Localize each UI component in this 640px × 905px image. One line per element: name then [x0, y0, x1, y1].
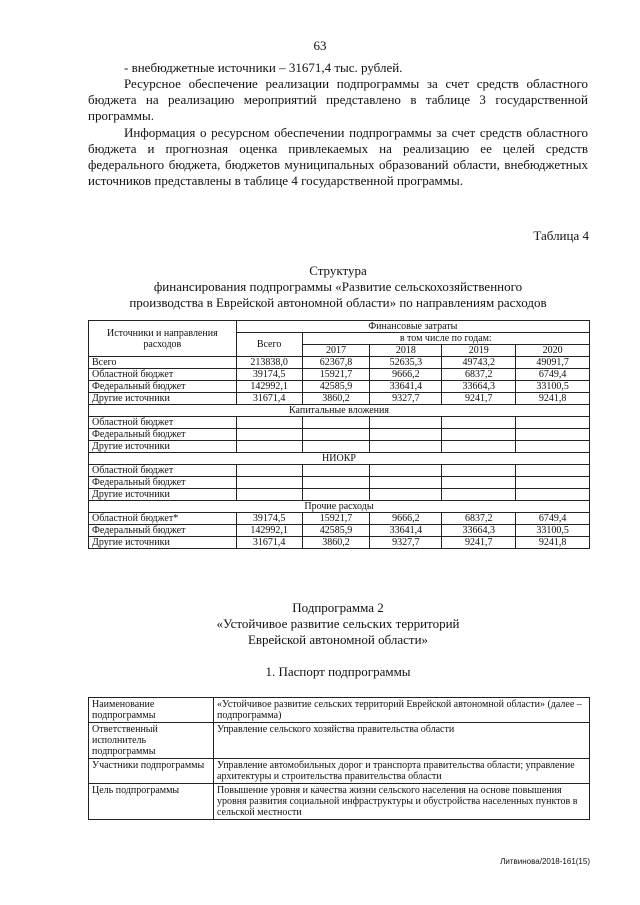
cell: 33641,4 — [370, 525, 442, 537]
table-row — [89, 357, 590, 369]
header-total: Всего — [236, 333, 302, 357]
row-label: Федеральный бюджет — [89, 381, 237, 393]
cell: 6837,2 — [442, 513, 516, 525]
cell: 9327,7 — [370, 393, 442, 405]
cell: 52635,3 — [370, 357, 442, 369]
year-header: 2018 — [370, 345, 442, 357]
paragraph-3: Информация о ресурсном обеспечении подпрограммы за счет средств областного бюджета и прогнозная оценка привлекаемых на реализацию ее целей средств федерального бюджета, бюджетов муниципальных образований области, внебюджетных источников представлены в таблице 4 государственной программы. — [88, 125, 588, 188]
cell: 9241,7 — [442, 393, 516, 405]
row-label: Другие источники — [89, 489, 237, 501]
subprogram-heading-line-1: Подпрограмма 2 — [292, 600, 384, 615]
table-row — [89, 525, 590, 537]
cell: 142992,1 — [236, 381, 302, 393]
cell: 42585,9 — [302, 525, 370, 537]
cell: 9241,8 — [516, 537, 590, 549]
header-costs: Финансовые затраты — [236, 321, 589, 333]
header-sources: Источники и направления расходов — [89, 321, 237, 357]
cell: 33641,4 — [370, 381, 442, 393]
cell: 33100,5 — [516, 381, 590, 393]
structure-heading — [88, 263, 588, 311]
passport-label: Цель подпрограммы — [89, 784, 214, 820]
passport-value: Повышение уровня и качества жизни сельского населения на основе повышения уровня развития социальной инфраструктуры и обустройства населенных пунктов в сельской местности — [214, 784, 590, 820]
row-label: Областной бюджет — [89, 465, 237, 477]
cell: 3860,2 — [302, 393, 370, 405]
row-label: Федеральный бюджет — [89, 477, 237, 489]
table-row — [89, 489, 590, 501]
cell: 31671,4 — [236, 537, 302, 549]
passport-table — [88, 697, 590, 820]
cell: 39174,5 — [236, 513, 302, 525]
cell: 142992,1 — [236, 525, 302, 537]
row-label: Федеральный бюджет — [89, 429, 237, 441]
year-header: 2017 — [302, 345, 370, 357]
passport-label: Наименование подпрограммы — [89, 698, 214, 723]
row-label: Другие источники — [89, 537, 237, 549]
table-row — [89, 784, 590, 820]
row-label: Другие источники — [89, 393, 237, 405]
cell: 42585,9 — [302, 381, 370, 393]
subprogram-heading — [88, 600, 588, 648]
cell: 33664,3 — [442, 525, 516, 537]
cell: 3860,2 — [302, 537, 370, 549]
row-label: Областной бюджет* — [89, 513, 237, 525]
table-row — [89, 393, 590, 405]
table-row — [89, 369, 590, 381]
passport-value: Управление автомобильных дорог и транспорта правительства области; управление архитектуры и строительства правительства области — [214, 759, 590, 784]
table-row — [89, 417, 590, 429]
footer-code: Литвинова/2018-161(15) — [500, 857, 590, 866]
cell: 6749,4 — [516, 513, 590, 525]
table-row — [89, 537, 590, 549]
year-header: 2019 — [442, 345, 516, 357]
passport-label: Участники подпрограммы — [89, 759, 214, 784]
table-row — [89, 723, 590, 759]
cell: 15921,7 — [302, 513, 370, 525]
cell: 9666,2 — [370, 513, 442, 525]
structure-heading-line-3: производства в Еврейской автономной области» по направлениям расходов — [129, 295, 547, 310]
finance-table — [88, 320, 590, 549]
row-label: Другие источники — [89, 441, 237, 453]
passport-value: «Устойчивое развитие сельских территорий Еврейской автономной области» (далее – подпрограмма) — [214, 698, 590, 723]
cell: 49091,7 — [516, 357, 590, 369]
table-row — [89, 465, 590, 477]
table-row — [89, 477, 590, 489]
subprogram-heading-line-3: Еврейской автономной области» — [247, 632, 429, 647]
cell: 15921,7 — [302, 369, 370, 381]
structure-heading-line-2: финансирования подпрограммы «Развитие сельскохозяйственного — [153, 279, 523, 294]
year-header: 2020 — [516, 345, 590, 357]
passport-label: Ответственный исполнитель подпрограммы — [89, 723, 214, 759]
table-label: Таблица 4 — [533, 228, 589, 243]
cell: 9241,8 — [516, 393, 590, 405]
passport-heading: 1. Паспорт подпрограммы — [265, 664, 411, 679]
cell: 31671,4 — [236, 393, 302, 405]
passport-value: Управление сельского хозяйства правительства области — [214, 723, 590, 759]
row-label: Всего — [89, 357, 237, 369]
table-row — [89, 513, 590, 525]
header-by-years: в том числе по годам: — [302, 333, 589, 345]
page-number: 63 — [313, 38, 327, 53]
section-other: Прочие расходы — [89, 501, 590, 513]
table-row — [89, 441, 590, 453]
section-niokr: НИОКР — [89, 453, 590, 465]
paragraph-1: - внебюджетные источники – 31671,4 тыс. рублей. — [124, 60, 403, 75]
cell: 6749,4 — [516, 369, 590, 381]
section-capital: Капитальные вложения — [89, 405, 590, 417]
table-row — [89, 429, 590, 441]
cell: 33664,3 — [442, 381, 516, 393]
structure-heading-line-1: Структура — [309, 263, 367, 278]
cell: 9241,7 — [442, 537, 516, 549]
table-row — [89, 759, 590, 784]
cell: 33100,5 — [516, 525, 590, 537]
cell: 39174,5 — [236, 369, 302, 381]
cell: 9327,7 — [370, 537, 442, 549]
subprogram-heading-line-2: «Устойчивое развитие сельских территорий — [216, 616, 460, 631]
table-row — [89, 698, 590, 723]
cell: 9666,2 — [370, 369, 442, 381]
cell: 49743,2 — [442, 357, 516, 369]
cell: 213838,0 — [236, 357, 302, 369]
cell: 62367,8 — [302, 357, 370, 369]
row-label: Федеральный бюджет — [89, 525, 237, 537]
table-row — [89, 381, 590, 393]
cell: 6837,2 — [442, 369, 516, 381]
row-label: Областной бюджет — [89, 417, 237, 429]
row-label: Областной бюджет — [89, 369, 237, 381]
paragraph-2: Ресурсное обеспечение реализации подпрограммы за счет средств областного бюджета на реализацию мероприятий представлено в таблице 3 государственной программы. — [88, 76, 588, 123]
